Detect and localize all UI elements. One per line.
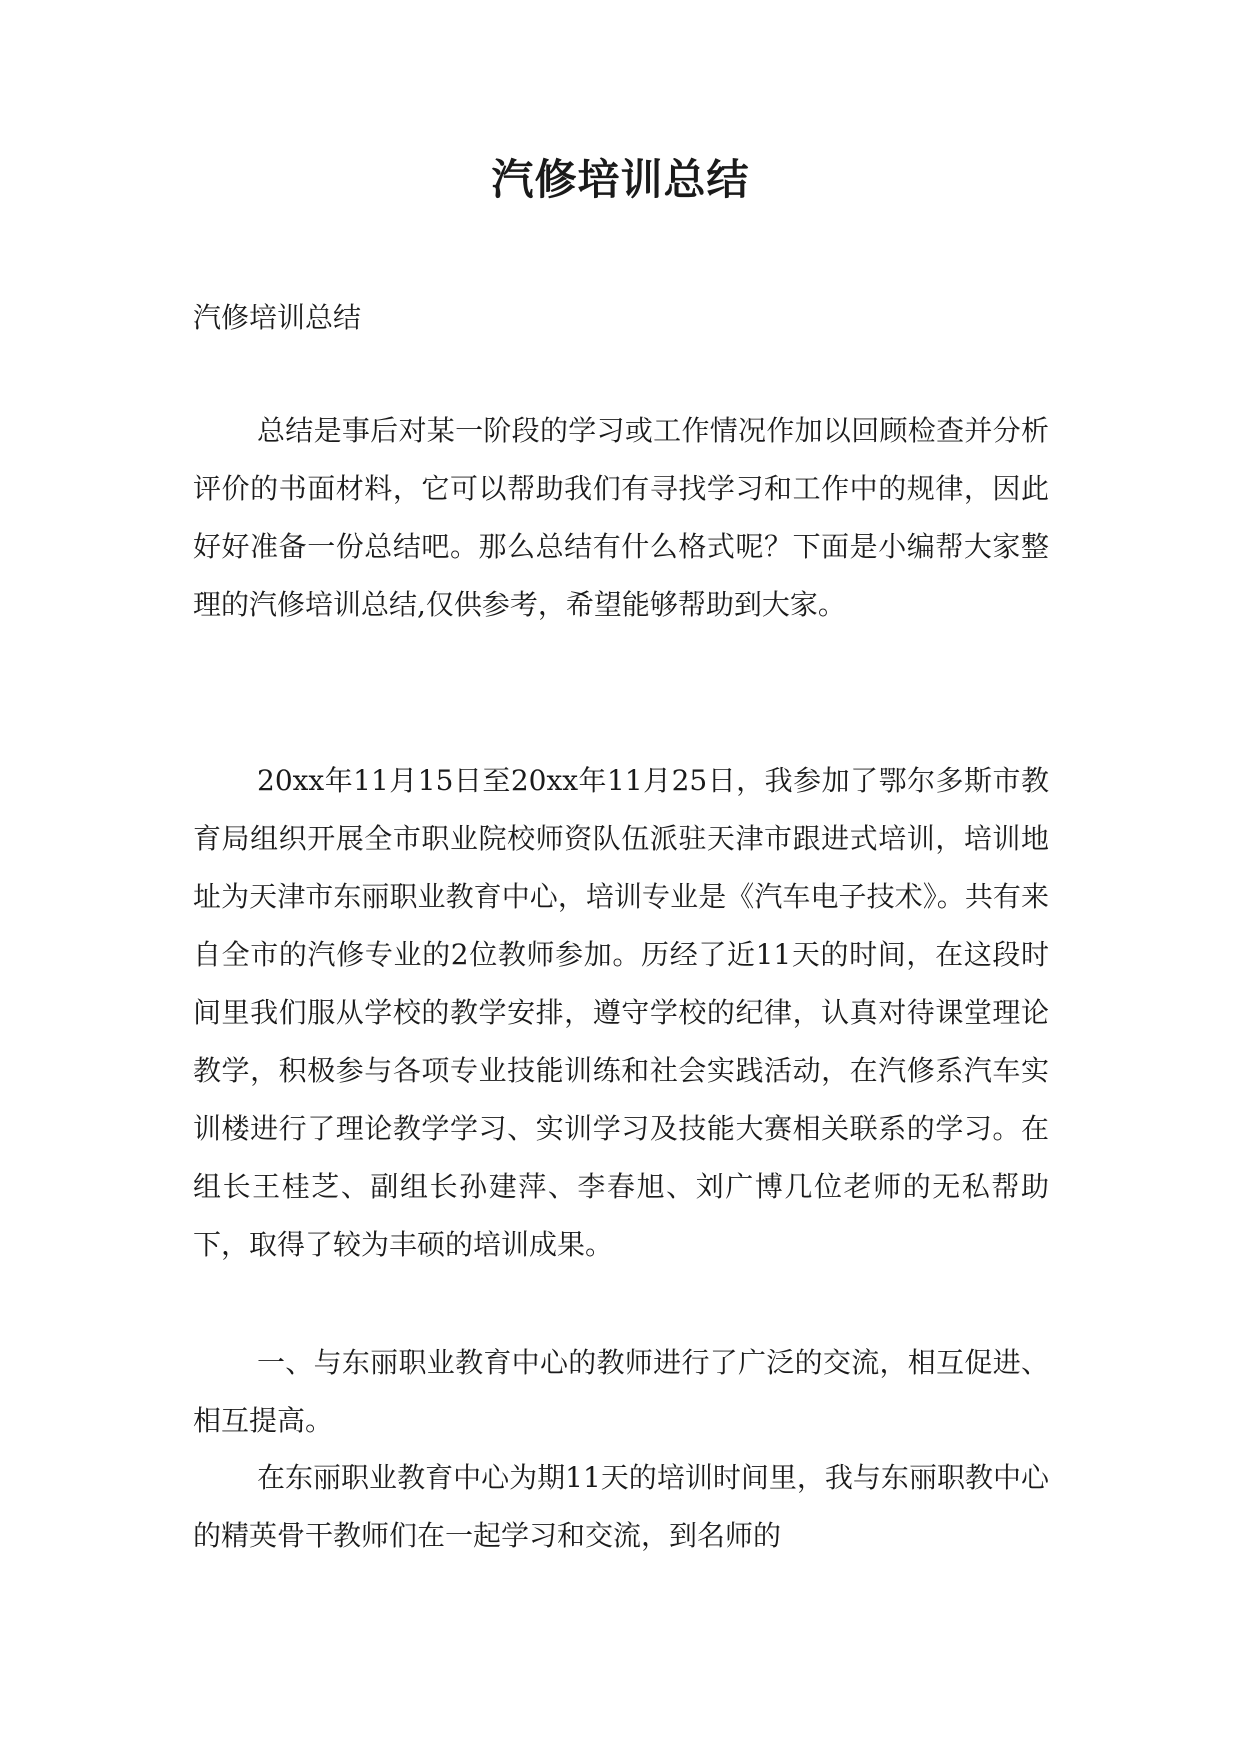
document-subtitle: 汽修培训总结 — [193, 301, 362, 334]
document-title: 汽修培训总结 — [491, 155, 750, 204]
paragraph-section-one-detail: 在东丽职业教育中心为期11天的培训时间里，我与东丽职教中心的精英骨干教师们在一起学习和交流，到名师的 — [193, 1461, 1049, 1552]
paragraph-section-one-heading: 一、与东丽职业教育中心的教师进行了广泛的交流，相互促进、相互提高。 — [193, 1346, 1049, 1437]
paragraph-intro: 总结是事后对某一阶段的学习或工作情况作加以回顾检查并分析评价的书面材料，它可以帮助我们有寻找学习和工作中的规律，因此好好准备一份总结吧。那么总结有什么格式呢？下面是小编帮大家整理的汽修培训总结,仅供参考，希望能够帮助到大家。 — [193, 414, 1049, 621]
paragraph-main: 20xx年11月15日至20xx年11月25日，我参加了鄂尔多斯市教育局组织开展全市职业院校师资队伍派驻天津市跟进式培训，培训地址为天津市东丽职业教育中心，培训专业是《汽车电子技术》。共有来自全市的汽修专业的2位教师参加。历经了近11天的时间，在这段时间里我们服从学校的教学安排，遵守学校的纪律，认真对待课堂理论教学，积极参与各项专业技能训练和社会实践活动，在汽修系汽车实训楼进行了理论教学学习、实训学习及技能大赛相关联系的学习。在组长王桂芝、副组长孙建萍、李春旭、刘广博几位老师的无私帮助下，取得了较为丰硕的培训成果。 — [193, 764, 1049, 1261]
